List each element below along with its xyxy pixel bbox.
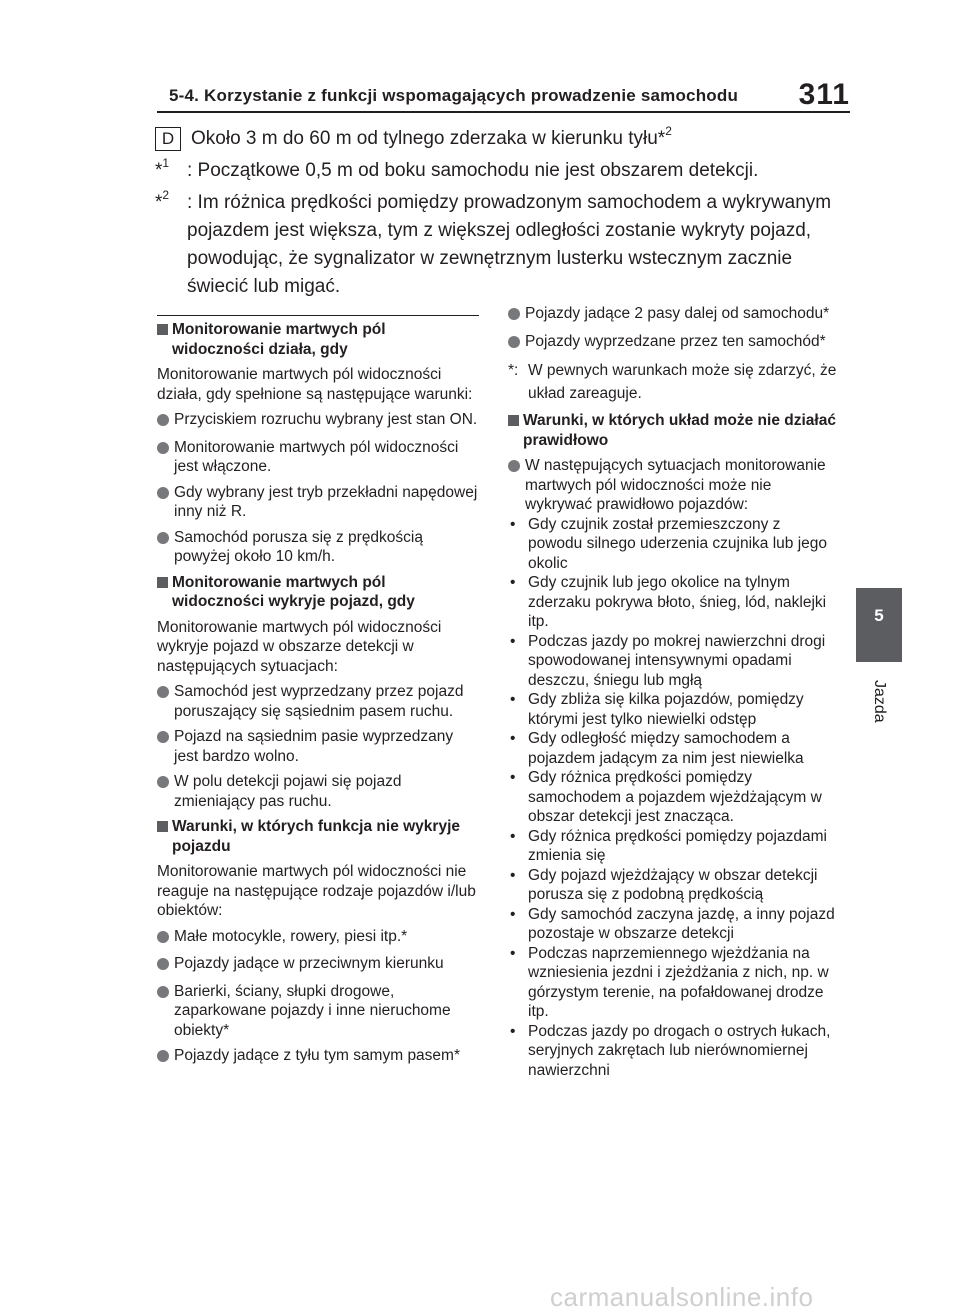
sub-list-item: • Podczas jazdy po drogach o ostrych łukach, seryjnych zakrętach lub nierównomiernej nawierzchni: [510, 1022, 831, 1079]
square-icon: [157, 324, 168, 335]
watermark: carmanualsonline.info: [550, 1282, 814, 1312]
list-item: Pojazdy jadące 2 pasy dalej od samochodu*: [508, 304, 838, 326]
footnote-2: *$^2$ : Im różnica prędkości pomiędzy prowadzonym samochodem a wykrywanym pojazdem jest większa, tym z większej odległości zostanie wykryty pojazd, powodując, że sygnalizator w zewnętrznym lusterku wstecznym zacznie świecić lub migać.: [155, 188, 832, 297]
bullet-icon: [157, 931, 169, 943]
sub-list-item: • Gdy odległość między samochodem a pojazdem jadącym za nim jest niewielka: [510, 730, 804, 767]
list-item: Samochód jest wyprzedzany przez pojazd poruszający się sąsiednim pasem ruchu.: [157, 682, 480, 721]
list-item: Samochód porusza się z prędkością powyżej około 10 km/h.: [157, 528, 480, 567]
sub-list-item: • Gdy czujnik został przemieszczony z powodu silnego uderzenia czujnika lub jego okolic: [510, 515, 828, 572]
list-item: Przyciskiem rozruchu wybrany jest stan ON.: [157, 410, 480, 432]
page-number: 311: [798, 78, 850, 111]
list-item: W następujących sytuacjach monitorowanie martwych pól widoczności może nie wykrywać prawidłowo pojazdów:: [508, 456, 838, 515]
bullet-icon: [157, 958, 169, 970]
sub-list-item: • Podczas jazdy po mokrej nawierzchni drogi spowodowanej intensywnymi opadami deszczu, śniegu lub mgłą: [510, 632, 826, 689]
left-column: [157, 320, 480, 1074]
list-item: Monitorowanie martwych pól widoczności jest włączone.: [157, 438, 480, 477]
zone-d-line: [155, 125, 845, 153]
zone-d-text: Około 3 m do 60 m od tylnego zderzaka w kierunku tyłu*$^2$: [191, 124, 672, 149]
list-item: W polu detekcji pojawi się pojazd zmieniający pas ruchu.: [157, 772, 480, 811]
paragraph: Monitorowanie martwych pól widoczności wykryje pojazd w obszarze detekcji w następujących sytuacjach:: [157, 618, 442, 675]
bullet-icon: [157, 532, 169, 544]
bullet-icon: [157, 731, 169, 743]
square-icon: [157, 821, 168, 832]
bullet-icon: [157, 776, 169, 788]
bullet-icon: [508, 308, 520, 320]
bullet-icon: [508, 336, 520, 348]
chapter-tab[interactable]: [856, 588, 902, 662]
list-item: Pojazd na sąsiednim pasie wyprzedzany jest bardzo wolno.: [157, 727, 480, 766]
list-item: Gdy wybrany jest tryb przekładni napędowej inny niż R.: [157, 483, 480, 522]
bullet-icon: [157, 487, 169, 499]
section-heading: Warunki, w których funkcja nie wykryje pojazdu: [157, 817, 480, 856]
sub-list-item: • Gdy pojazd wjeżdżający w obszar detekcji porusza się z podobną prędkością: [510, 866, 818, 903]
section-heading: Monitorowanie martwych pól widoczności działa, gdy: [157, 320, 480, 359]
list-item: Pojazdy jadące z tyłu tym samym pasem*: [157, 1046, 480, 1068]
header-rule: [157, 111, 850, 113]
sub-list-item: • Gdy różnica prędkości pomiędzy pojazdami zmienia się: [510, 827, 827, 864]
paragraph: Monitorowanie martwych pól widoczności działa, gdy spełnione są następujące warunki:: [157, 366, 473, 403]
section-heading: Monitorowanie martwych pól widoczności wykryje pojazd, gdy: [157, 573, 480, 612]
sub-list-item: • Gdy samochód zaczyna jazdę, a inny pojazd pozostaje w obszarze detekcji: [510, 905, 835, 942]
list-item: Barierki, ściany, słupki drogowe, zaparkowane pojazdy i inne nieruchome obiekty*: [157, 982, 480, 1041]
sub-list-item: • Gdy różnica prędkości pomiędzy samochodem a pojazdem wjeżdżającym w obszar detekcji jest znacząca.: [510, 769, 822, 825]
bullet-icon: [157, 986, 169, 998]
list-item: Pojazdy jadące w przeciwnym kierunku: [157, 954, 480, 976]
bullet-icon: [157, 686, 169, 698]
intro-block: [155, 125, 845, 305]
footnote-note: *: W pewnych warunkach może się zdarzyć, że układ zareaguje.: [508, 362, 837, 402]
sub-list-item: • Podczas naprzemiennego wjeżdżania na wzniesienia jezdni i zjeżdżania z nich, np. w górzystym terenie, na pofałdowanej drodze itp.: [510, 944, 829, 1020]
list-item: Małe motocykle, rowery, piesi itp.*: [157, 927, 480, 949]
list-item: Pojazdy wyprzedzane przez ten samochód*: [508, 332, 838, 354]
bullet-icon: [157, 414, 169, 426]
column-rule: [157, 315, 479, 316]
section-heading: Warunki, w których układ może nie działać prawidłowo: [508, 411, 838, 450]
bullet-icon: [157, 1050, 169, 1062]
right-column: [508, 304, 838, 1080]
footnote-1: *$^1$ : Początkowe 0,5 m od boku samochodu nie jest obszarem detekcji.: [155, 156, 759, 181]
bullet-icon: [508, 460, 520, 472]
paragraph: Monitorowanie martwych pól widoczności nie reaguje na następujące rodzaje pojazdów i/lub obiektów:: [157, 863, 476, 919]
sub-list-item: • Gdy czujnik lub jego okolice na tylnym zderzaku pokrywa błoto, śnieg, lód, naklejki itp.: [510, 574, 827, 630]
sub-list-item: • Gdy zbliża się kilka pojazdów, pomiędzy którymi jest tylko niewielki odstęp: [510, 691, 804, 728]
square-icon: [157, 577, 168, 588]
page-header: [157, 80, 850, 112]
zone-d-label: D: [155, 127, 181, 151]
chapter-label: Jazda: [871, 680, 888, 723]
bullet-icon: [157, 442, 169, 454]
chapter-number: 5: [874, 606, 884, 625]
square-icon: [508, 415, 519, 426]
section-title: 5-4. Korzystanie z funkcji wspomagających prowadzenie samochodu: [169, 86, 739, 105]
